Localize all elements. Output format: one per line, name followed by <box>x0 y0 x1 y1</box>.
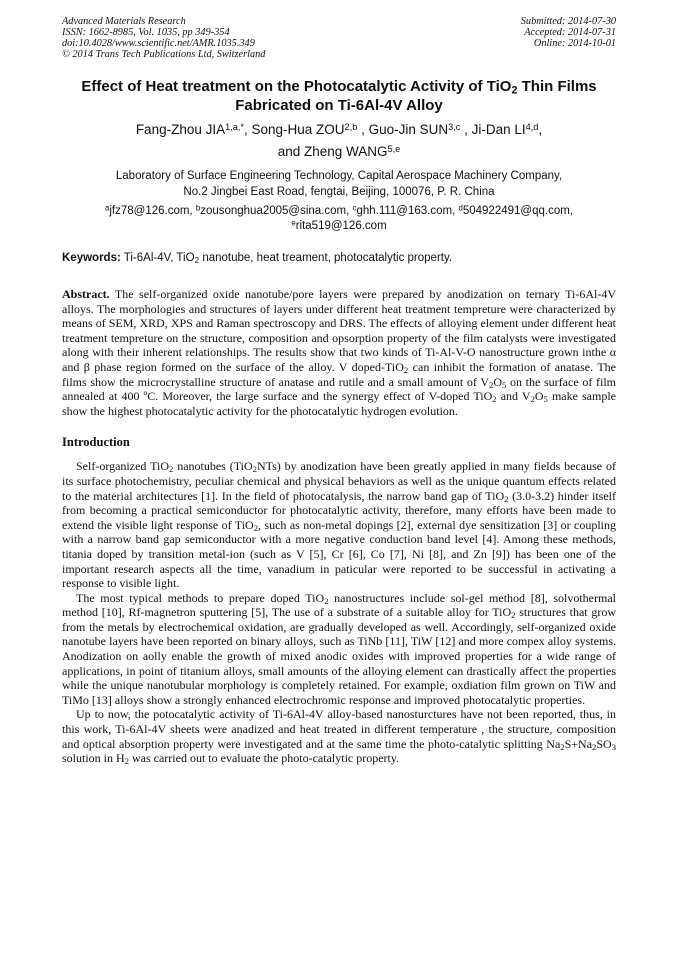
email-address: ghh.111@163.com, <box>356 205 459 217</box>
submitted-date: Submitted: 2014-07-30 <box>520 16 616 27</box>
keywords: Keywords: Ti-6Al-4V, TiO$_2$ nanotube, heat treament, photocatalytic property. <box>62 252 453 266</box>
header-left <box>62 16 265 60</box>
author-affil-mark: 5,e <box>387 143 401 154</box>
copyright-line: © 2014 Trans Tech Publications Ltd, Switzerland <box>62 49 266 60</box>
abstract: Abstract. The self-organized oxide nanotube/pore layers were prepared by anodization on ternary Ti-6Al-4V alloys. The morphologies and structures of layers under different heat treatment tempreture were characterized by means of SEM, XRD, XPS and Raman spectroscopy and DRS. The effects of alloying element under different heat treatment tempreture on the structure, composition and opsorption property of the film catalysts were investigated along with their inherent relationships. The results show that two kinds of Ti-Al-V-O nanostructure grown inthe α and β phase region formed on the surface of the alloy. V doped-TiO$_2$ can inhibit the formation of anatase. The films show the microcrystalline structure of anatase and rutile and a small amount of $V_2O_5$ on the surface of film annealed at 400 ºC. Moreover, the large surface and the synergy effect of V-doped TiO$_2$ and $V_2O_5$ make sample show the highest photocatalytic activity for the photocatalytic hydrogen evolution. <box>62 287 617 418</box>
author-name: Song-Hua ZOU <box>251 122 345 137</box>
issn-line: ISSN: 1662-8985, Vol. 1035, pp 349-354 <box>62 27 230 38</box>
author-line-2 <box>62 141 616 163</box>
paper-title <box>62 77 616 115</box>
introduction-heading: Introduction <box>62 435 130 450</box>
intro-paragraph-1: Self-organized TiO$_2$ nanotubes (TiO$_2$NTs) by anodization have been greatly applied in many fields because of its surface photochemistry, peculiar chemical and physical behaviors as well as the unique quantum effects related to the material architectures [1]. In the field of photocatalysis, the narrow band gap of TiO$_2$ (3.0-3.2) hinder itself from becoming a practical semiconductor for photocatalytic activity, therefore, many efforts have been made to extend the visible light response of TiO$_2$, such as non-metal dopings [2], external dye sensitization [3] or coupling with a narrow band gap semiconductor with a more negative conduction band level [4]. Among these methods, titania doped by transition metal-ion (such as V [5], Cr [6], Co [7], Ni [8], and Zn [9]) has been one of the important research aspects all the time, vanadium in paticular were reported to be successful in activating a response to visible light. <box>62 459 617 591</box>
affiliation <box>62 168 616 200</box>
email-line-1: $^a$jfz78@126.com, $^b$zousonghua2005@sina.com, $^c$ghh.111@163.com, $^d$504922491@qq.com, <box>105 203 573 217</box>
online-date: Online: 2014-10-01 <box>533 38 616 49</box>
author-list <box>62 119 616 163</box>
journal-name: Advanced Materials Research <box>62 16 186 27</box>
publication-header <box>62 16 616 60</box>
doi-line: doi:10.4028/www.scientific.net/AMR.1035.349 <box>62 38 255 49</box>
accepted-date: Accepted: 2014-07-31 <box>524 27 616 38</box>
email-address: 504922491@qq.com, <box>462 205 573 217</box>
author-affil-mark: 3,c <box>448 121 461 132</box>
title-line-2: Fabricated on Ti-6Al-4V Alloy <box>235 97 443 114</box>
keywords-label: Keywords: <box>62 252 121 264</box>
author-affil-mark: 1,a,* <box>225 121 244 132</box>
author-affil-mark: 2,b <box>344 121 358 132</box>
intro-paragraph-3: Up to now, the potocatalytic activity of Ti-6Al-4V alloy-based nanosturctures have not been reported, thus, in this work, Ti-6Al-4V sheets were anadized and heat treated in different temperature , the structure, composition and optical absorption property were investigated and at the same time the photo-catalytic splitting $Na_2S+Na_2SO_3$ solution in $H_2$ was carried out to evaluate the photo-catalytic property. <box>62 707 616 767</box>
affiliation-line-1: Laboratory of Surface Engineering Technology, Capital Aerospace Machinery Company, <box>115 170 563 182</box>
author-name: and Zheng WANG <box>277 144 388 159</box>
email-address: zousonghua2005@sina.com, <box>200 205 353 217</box>
email-list <box>62 204 616 234</box>
email-address: jfz78@126.com, <box>109 205 196 217</box>
abstract-label: Abstract. <box>62 287 110 301</box>
intro-paragraph-2: The most typical methods to prepare doped TiO$_2$ nanostructures include sol-gel method [8], solvothermal method [10], Rf-magnetron sputtering [5], The use of a substrate of a suitable alloy for TiO$_2$ structures that grow from the metals by electrochemical oxidation, are gradually developed as well. Accordingly, self-organized oxide nanotube layers have been reported on binary alloys, such as TiNb [11], TiW [12] and more compex alloy systems. Anodization on aolly enable the growth of mixed anodic oxides with improved properties for a wide range of applications, in point of titanium alloys, small amounts of the alloying element can drastically affect the properties while the unique nanotubular morphology is completely retained. For example, oxdiation film grown on TiW and TiMo [13] alloys show a strongly enhanced electrochromic response and improved photocatalytic properties. <box>62 590 617 707</box>
author-line-1: Fang-Zhou $JIA^{1,a,*}$, Song-Hua ZOU$^{2,b}$ , Guo-Jin SUN$^{3,c}$ , Ji-Dan LI$^{4,d}$, <box>135 121 543 137</box>
title-line-1: Effect of Heat treatment on the Photocatalytic Activity of TiO$_2$ Thin Films <box>81 78 597 97</box>
author-name: Guo-Jin SUN <box>368 122 449 137</box>
email-line-2: $^e$rita519@126.com <box>291 218 387 232</box>
author-name: Fang-Zhou JIA <box>135 122 226 137</box>
header-right <box>521 16 616 60</box>
email-address: rita519@126.com <box>295 220 387 232</box>
author-name: Ji-Dan LI <box>471 122 526 137</box>
author-affil-mark: 4,d <box>525 121 539 132</box>
affiliation-line-2: No.2 Jingbei East Road, fengtai, Beijing, 100076, P. R. China <box>183 186 495 198</box>
